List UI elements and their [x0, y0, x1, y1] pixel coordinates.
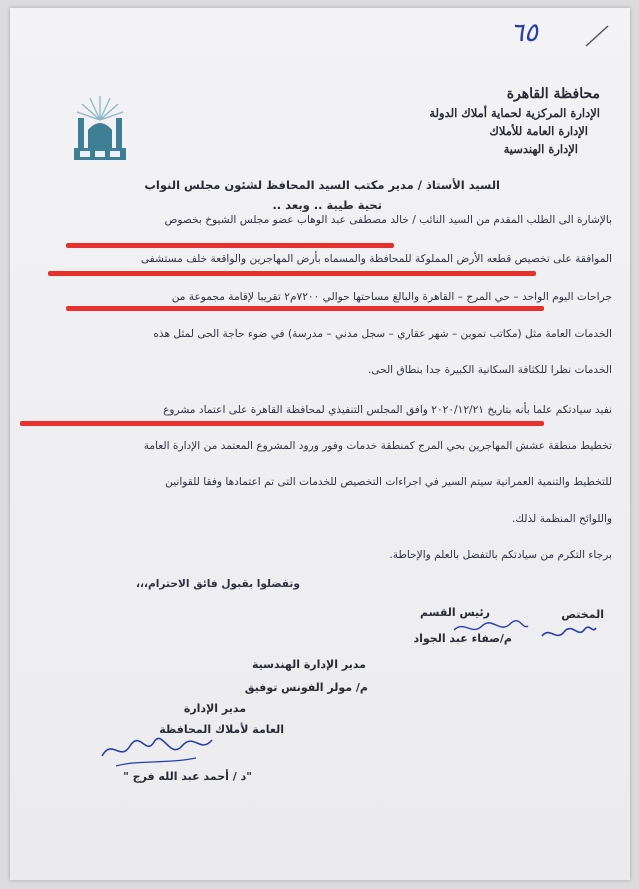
cairo-governorate-logo [72, 90, 128, 162]
highlight-line-1 [66, 243, 394, 248]
eng-admin-name: م/ مولر الفونس توفيق [244, 681, 368, 694]
highlight-line-3 [66, 306, 544, 311]
body-line-8: للتخطيط والتنمية العمرانية سيتم السير في اجراءات التخصيص للخدمات التى تم اعتمادها وفقا للقوانين [165, 476, 612, 488]
director-signature [96, 726, 216, 770]
body-line-7: تخطيط منطقة عشش المهاجرين بحي المرج كمنطقة خدمات وفور ورود المشروع المعتمد من الإدارة العامة [143, 440, 612, 452]
eng-admin-title: مدير الإدارة الهندسية [252, 658, 366, 671]
governorate-title: محافظة القاهرة [506, 86, 600, 102]
engineering-admin-title: الإدارة الهندسية [503, 142, 578, 156]
body-line-4: الخدمات العامة مثل (مكاتب تموين – شهر عقاري – سجل مدني – مدرسة) في ضوء حاجة الحى لمثل هذه [153, 328, 612, 340]
specialist-signature [538, 620, 598, 646]
section-head-name: م/صفاء عبد الجواد [413, 632, 512, 645]
body-line-6: نفيد سيادتكم علما بأنه بتاريخ ٢٠٢٠/١٢/٢١ وافق المجلس التنفيذي لمحافظة القاهرة على اعتماد مشروع [163, 404, 612, 416]
central-admin-title: الإدارة المركزية لحماية أملاك الدولة [429, 106, 600, 120]
highlight-line-4 [20, 421, 544, 426]
highlight-line-2 [48, 271, 536, 276]
letter-page [10, 8, 630, 880]
recipient-line: السيد الأستاذ / مدير مكتب السيد المحافظ لشئون مجلس النواب [144, 178, 500, 192]
body-line-5: الخدمات نظرا للكثافة السكانية الكبيرة جدا بنطاق الحى. [367, 364, 612, 376]
regards-line: وتفضلوا بقبول فائق الاحترام،،، [135, 578, 300, 590]
closing-line: برجاء التكرم من سيادتكم بالتفضل بالعلم والإحاطة. [389, 549, 612, 561]
body-line-1: بالإشارة الى الطلب المقدم من السيد النائب / خالد مصطفى عبد الوهاب عضو مجلس الشيوخ بخصوص [164, 214, 612, 226]
director-title-1: مدير الإدارة [183, 702, 246, 715]
handwritten-page-number: ٦٥ [510, 18, 538, 48]
body-line-2: الموافقة على تخصيص قطعه الأرض المملوكة للمحافظة والمسماه بأرض المهاجرين والواقعة خلف مستشفى [140, 253, 612, 265]
body-line-3: جراحات اليوم الواحد – حي المرج – القاهرة والبالغ مساحتها حوالي ٧٢٠٠م٢ تقريبا لإقامة مجموعة من [171, 291, 612, 303]
director-name: "د / أحمد عبد الله فرج " [123, 770, 252, 783]
director-title-2: العامة لأملاك المحافظة [159, 723, 284, 736]
general-admin-title: الإدارة العامة للأملاك [489, 124, 588, 138]
section-head-title: رئيس القسم [420, 606, 490, 619]
specialist-title: المختص [561, 608, 604, 621]
greeting-line: تحية طيبة .. وبعد .. [272, 198, 382, 212]
body-line-9: واللوائح المنظمة لذلك. [511, 513, 612, 525]
pen-stroke-mark [582, 20, 612, 50]
